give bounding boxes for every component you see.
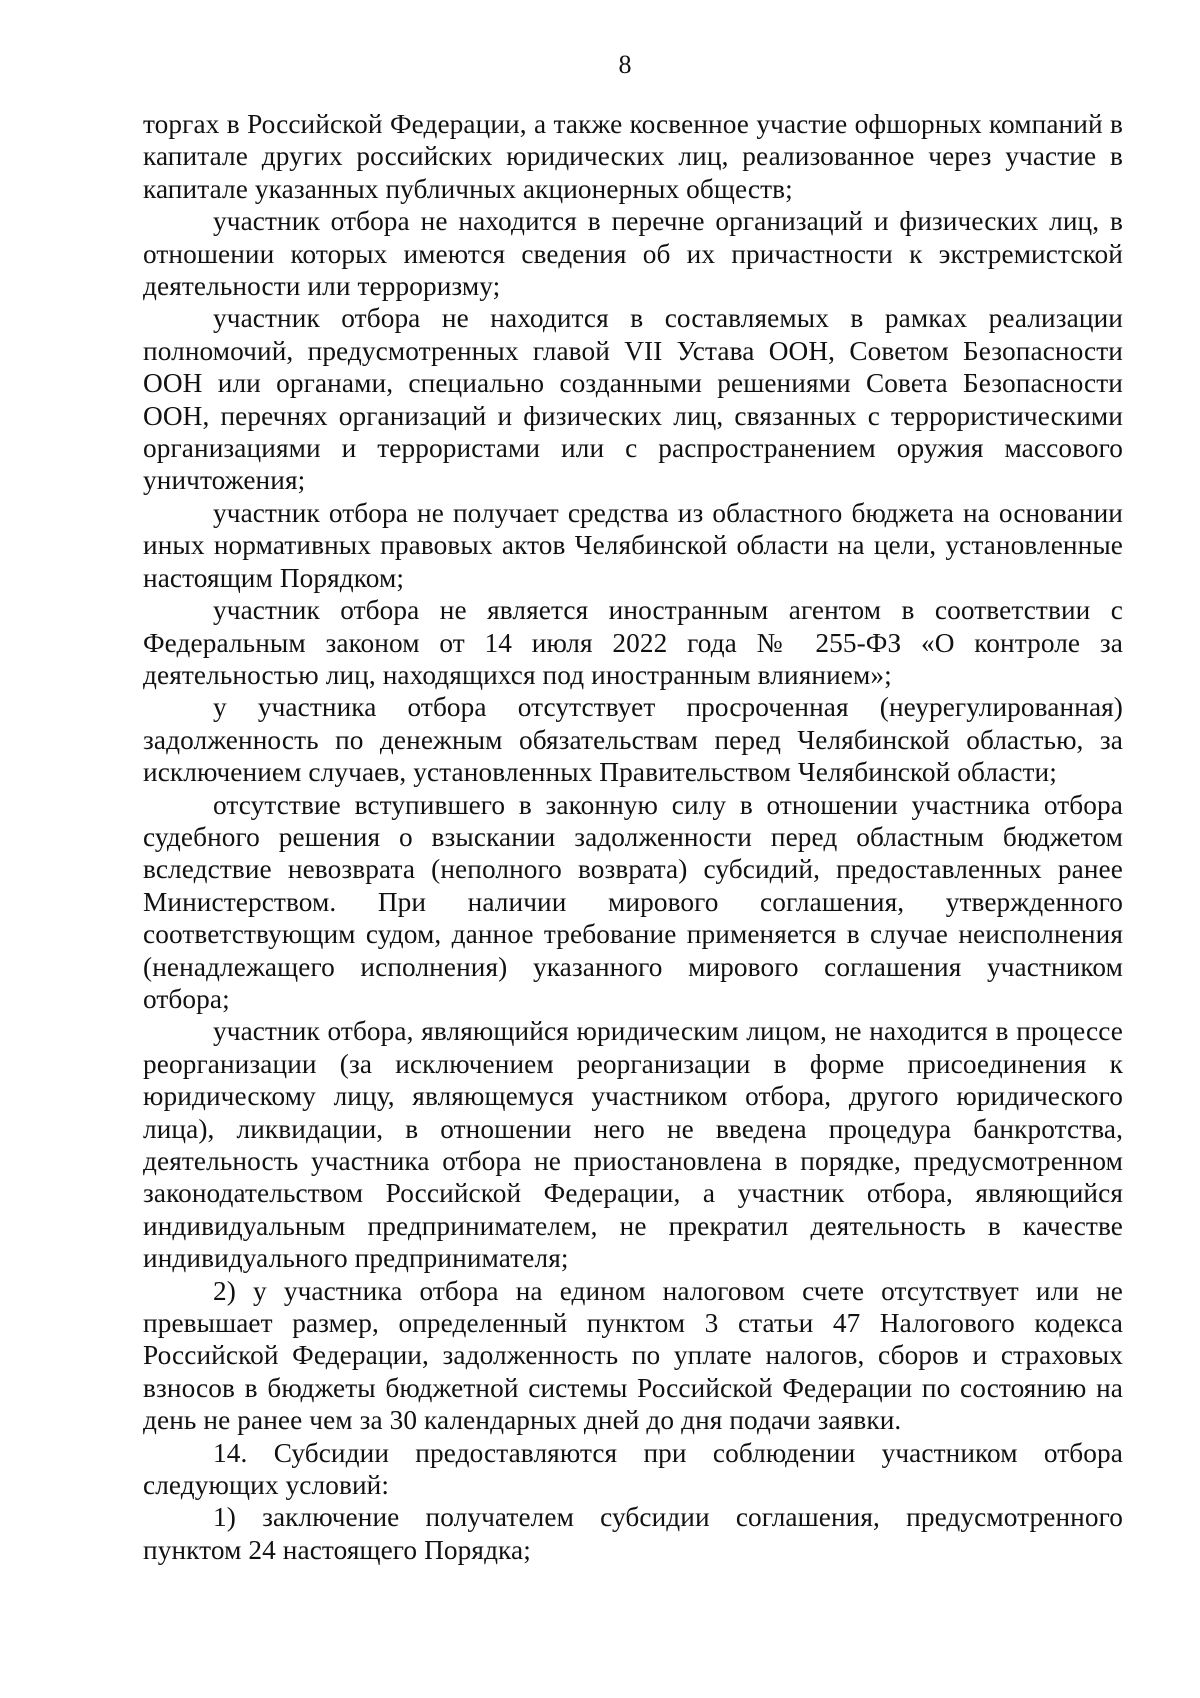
paragraph-subsidy-conditions: 14. Субсидии предоставляются при соблюдении участником отбора следующих условий: — [143, 1437, 1123, 1501]
paragraph-extremism-list: участник отбора не находится в перечне организаций и физических лиц, в отношении которых имеются сведения об их причастности к экстремистской деятельности или терроризму; — [143, 206, 1123, 302]
paragraph-reorganization: участник отбора, являющийся юридическим лицом, не находится в процессе реорганизации (за исключением реорганизации в форме присоединения к юридическому лицу, являющемуся участником отбора, другого юридического лица), ликвидации, в отношении него не введена процедура банкротства, деятельность участника отбора не приостановлена в порядке, предусмотренном законодательством Российской Федерации, а участник отбора, являющийся индивидуальным предпринимателем, не прекратил деятельность в качестве индивидуального предпринимателя; — [143, 1016, 1123, 1274]
paragraph-overdue-debt: у участника отбора отсутствует просроченная (неурегулированная) задолженность по денежным обязательствам перед Челябинской областью, за исключением случаев, установленных Правительством Челябинской области; — [143, 692, 1123, 788]
page-number: 8 — [618, 50, 632, 79]
paragraph-foreign-agent: участник отбора не является иностранным агентом в соответствии с Федеральным законом от 14 июля 2022 года № 255-ФЗ «О контроле за деятельностью лиц, находящихся под иностранным влиянием»; — [143, 595, 1123, 690]
paragraph-court-decision: отсутствие вступившего в законную силу в отношении участника отбора судебного решения о взыскании задолженности перед областным бюджетом вследствие невозврата (неполного возврата) субсидий, предоставленных ранее Министерством. При наличии мирового соглашения, утвержденного соответствующим судом, данное требование применяется в случае неисполнения (ненадлежащего исполнения) указанного мирового соглашения участником отбора; — [143, 789, 1123, 1014]
paragraph-continuation: торгах в Российской Федерации, а также косвенное участие офшорных компаний в капитале других российских юридических лиц, реализованное через участие в капитале указанных публичных акционерных обществ; — [143, 109, 1123, 204]
document-body — [143, 108, 1123, 1566]
paragraph-agreement-condition: 1) заключение получателем субсидии соглашения, предусмотренного пунктом 24 настоящего Порядка; — [143, 1502, 1123, 1565]
paragraph-un-security-council-list: участник отбора не находится в составляемых в рамках реализации полномочий, предусмотренных главой VII Устава ООН, Советом Безопасности ООН или органами, специально созданными решениями Совета Безопасности ООН, перечнях организаций и физических лиц, связанных с террористическими организациями и террористами или с распространением оружия массового уничтожения; — [143, 303, 1123, 496]
paragraph-no-budget-funds: участник отбора не получает средства из областного бюджета на основании иных нормативных правовых актов Челябинской области на цели, установленные настоящим Порядком; — [143, 497, 1123, 593]
paragraph-tax-debt: 2) у участника отбора на едином налоговом счете отсутствует или не превышает размер, определенный пунктом 3 статьи 47 Налогового кодекса Российской Федерации, задолженность по уплате налогов, сборов и страховых взносов в бюджеты бюджетной системы Российской Федерации по состоянию на день не ранее чем за 30 календарных дней до дня подачи заявки. — [143, 1275, 1123, 1436]
